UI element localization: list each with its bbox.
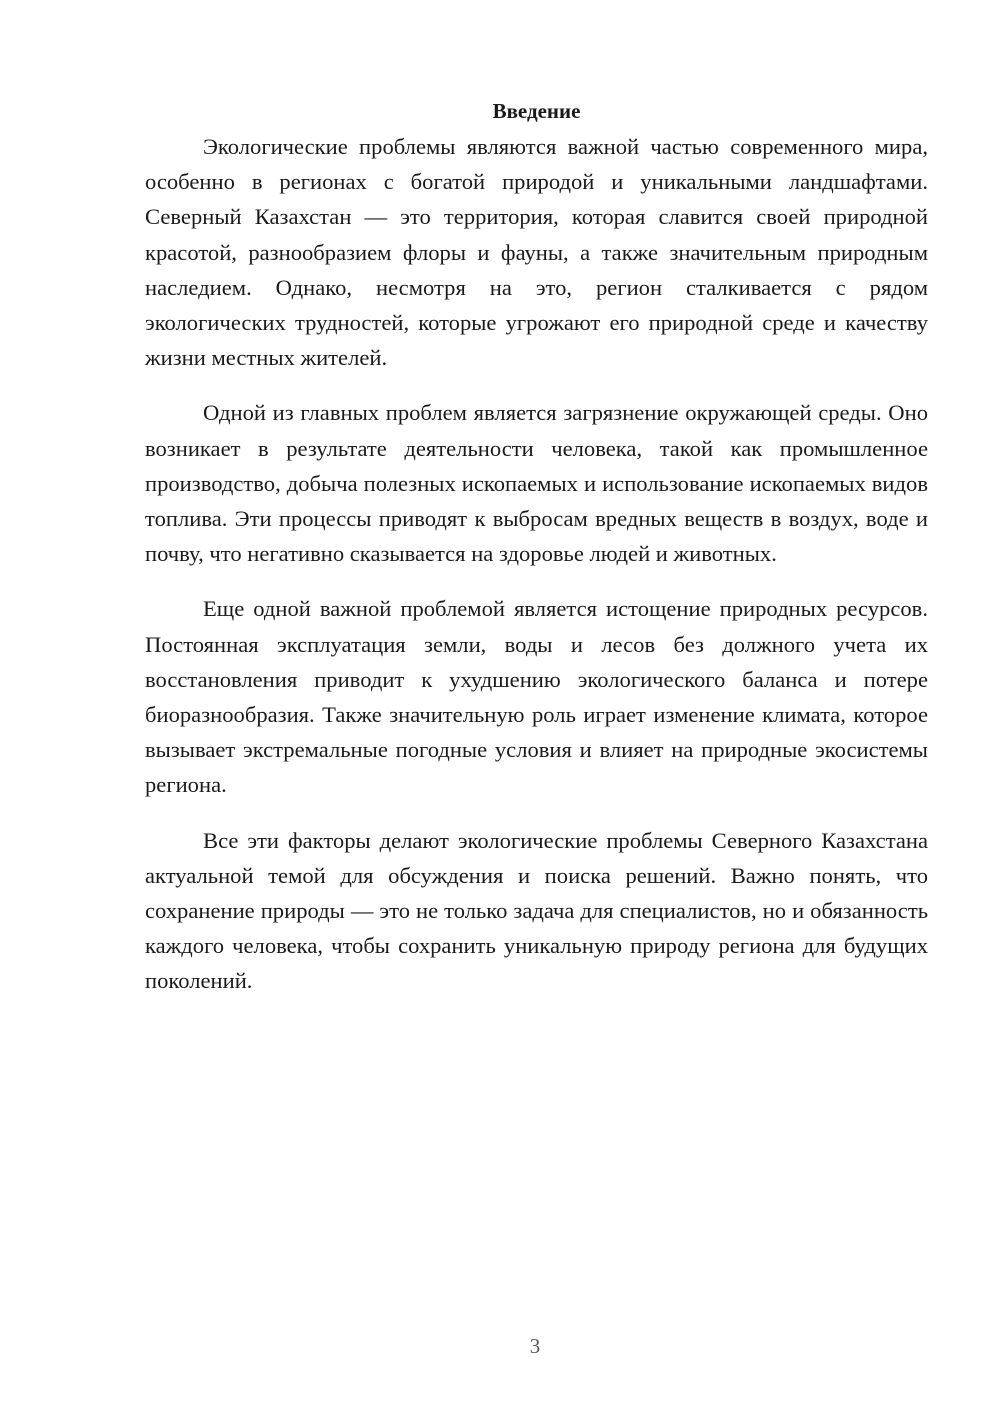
- page-number: 3: [529, 1334, 541, 1358]
- paragraph-4: Все эти факторы делают экологические проблемы Северного Казахстана актуальной темой для обсуждения и поиска решений. Важно понять, что сохранение природы — это не только задача для специалистов, но и обязанность каждого человека, чтобы сохранить уникальную природу региона для будущих поколений.: [145, 827, 928, 994]
- section-title: Введение: [492, 99, 581, 123]
- page-content: [145, 95, 928, 1019]
- paragraph-2: Одной из главных проблем является загрязнение окружающей среды. Оно возникает в результате деятельности человека, такой как промышленное производство, добыча полезных ископаемых и использование ископаемых видов топлива. Эти процессы приводят к выбросам вредных веществ в воздух, воде и почву, что негативно сказывается на здоровье людей и животных.: [145, 400, 928, 567]
- paragraph-3: Еще одной важной проблемой является истощение природных ресурсов. Постоянная эксплуатация земли, воды и лесов без должного учета их восстановления приводит к ухудшению экологического баланса и потере биоразнообразия. Также значительную роль играет изменение климата, которое вызывает экстремальные погодные условия и влияет на природные экосистемы региона.: [145, 596, 928, 798]
- paragraph-1: Экологические проблемы являются важной частью современного мира, особенно в регионах с богатой природой и уникальными ландшафтами. Северный Казахстан — это территория, которая славится своей природной красотой, разнообразием флоры и фауны, а также значительным природным наследием. Однако, несмотря на это, регион сталкивается с рядом экологических трудностей, которые угрожают его природной среде и качеству жизни местных жителей.: [145, 134, 928, 371]
